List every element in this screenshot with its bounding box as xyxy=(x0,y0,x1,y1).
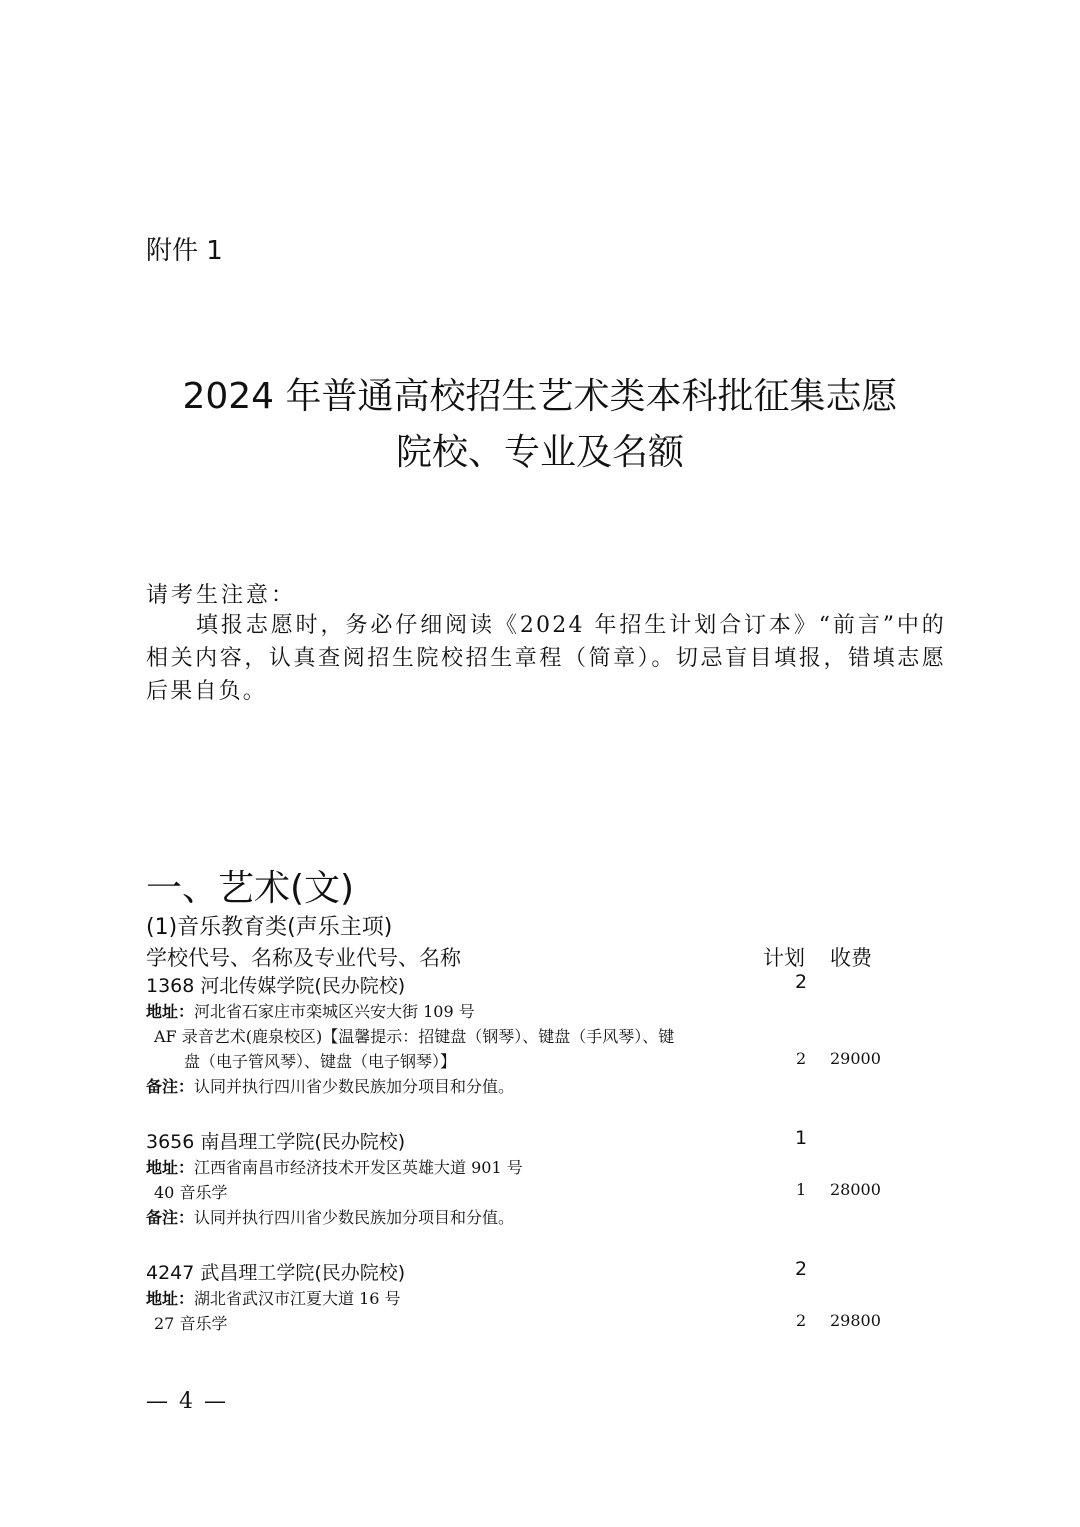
school-plan: 2 xyxy=(795,1258,808,1280)
subsection-heading: (1)音乐教育类(声乐主项) xyxy=(146,915,393,940)
address-text: 河北省石家庄市栾城区兴安大街 109 号 xyxy=(194,1002,475,1021)
remark-label: 备注： xyxy=(146,1077,195,1096)
major-fee: 29000 xyxy=(830,1049,881,1068)
major-line-continued: 盘（电子管风琴）、键盘（电子钢琴）】 xyxy=(184,1052,457,1071)
address-label: 地址： xyxy=(146,1289,195,1308)
section-heading: 一、艺术(文) xyxy=(146,868,355,909)
address-text: 湖北省武汉市江夏大道 16 号 xyxy=(194,1289,401,1308)
notice-body: 填报志愿时，务必仔细阅读《2024 年招生计划合订本》“前言”中的相关内容，认真查阅招生院校招生章程（简章）。切忌盲目填报，错填志愿后果自负。 xyxy=(146,613,946,704)
school-remark xyxy=(146,1205,514,1228)
remark-label: 备注： xyxy=(146,1208,195,1227)
major-line: 40 音乐学 xyxy=(154,1183,228,1202)
remark-text: 认同并执行四川省少数民族加分项目和分值。 xyxy=(194,1208,515,1227)
page-number: — 4 — xyxy=(146,1389,228,1414)
column-header-school: 学校代号、名称及专业代号、名称 xyxy=(146,946,461,970)
major-plan: 1 xyxy=(796,1180,807,1199)
school-address xyxy=(146,999,475,1022)
attachment-label: 附件 1 xyxy=(146,236,223,266)
address-text: 江西省南昌市经济技术开发区英雄大道 901 号 xyxy=(194,1158,523,1177)
major-plan: 2 xyxy=(796,1311,807,1330)
document-title-line1: 2024 年普通高校招生艺术类本科批征集志愿 xyxy=(182,376,898,417)
major-fee: 28000 xyxy=(830,1180,881,1199)
school-name: 4247 武昌理工学院(民办院校) xyxy=(146,1262,406,1284)
column-header-plan: 计划 xyxy=(763,946,805,970)
school-plan: 2 xyxy=(795,971,808,993)
major-plan: 2 xyxy=(796,1049,807,1068)
column-header-fee: 收费 xyxy=(830,946,872,970)
notice-label: 请考生注意： xyxy=(146,583,297,608)
school-name: 1368 河北传媒学院(民办院校) xyxy=(146,975,406,997)
address-label: 地址： xyxy=(146,1002,195,1021)
major-line: AF 录音艺术(鹿泉校区)【温馨提示：招键盘（钢琴）、键盘（手风琴）、键 xyxy=(154,1027,675,1046)
school-name: 3656 南昌理工学院(民办院校) xyxy=(146,1131,406,1153)
major-fee: 29800 xyxy=(830,1311,881,1330)
school-plan: 1 xyxy=(795,1127,808,1149)
document-title-line2: 院校、专业及名额 xyxy=(395,432,684,473)
school-address xyxy=(146,1155,523,1178)
school-address xyxy=(146,1286,401,1309)
school-remark xyxy=(146,1074,514,1097)
remark-text: 认同并执行四川省少数民族加分项目和分值。 xyxy=(194,1077,515,1096)
major-line: 27 音乐学 xyxy=(154,1314,228,1333)
address-label: 地址： xyxy=(146,1158,195,1177)
